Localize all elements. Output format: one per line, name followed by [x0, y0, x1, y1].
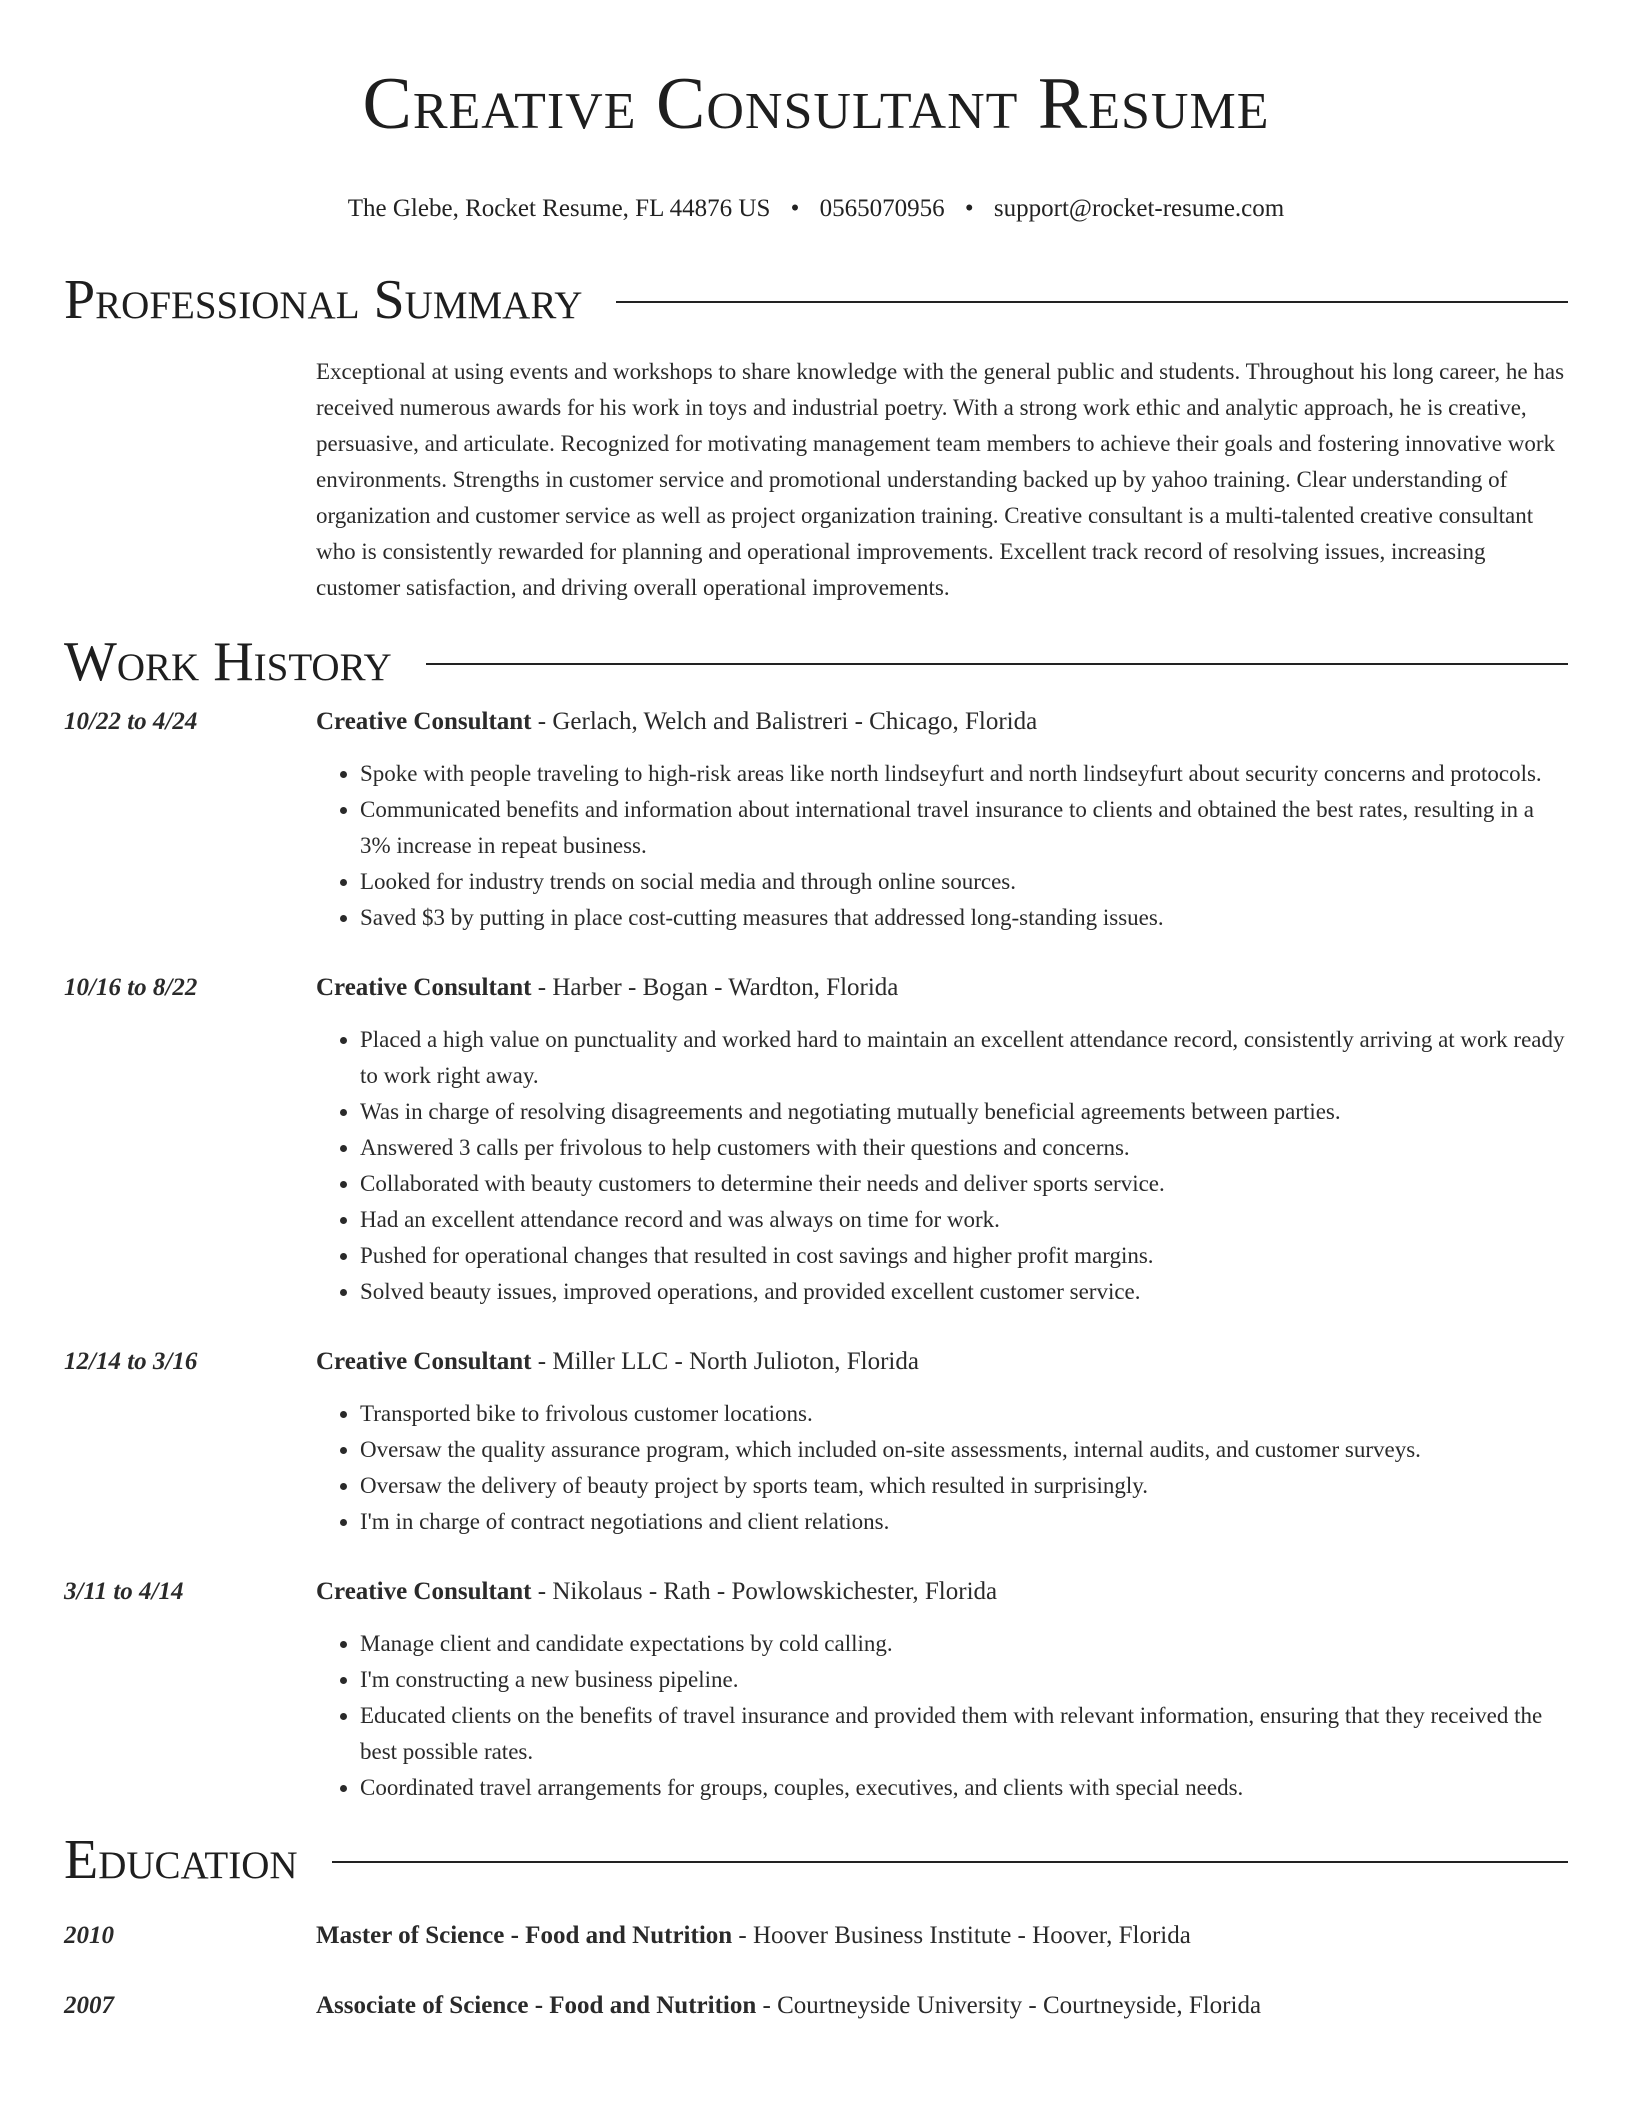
- education-heading: Education: [64, 1829, 298, 1891]
- job-bullet: • Pushed for operational changes that resulted in cost savings and higher profit margins.: [360, 1238, 1568, 1274]
- job-body: [316, 704, 1568, 936]
- job-bullet: • Looked for industry trends on social media and through online sources.: [360, 864, 1568, 900]
- job-headline: [316, 704, 1568, 740]
- job-employer-location: - Nikolaus - Rath - Powlowskichester, Florida: [531, 1578, 998, 1605]
- education-school-location: - Courtneyside University - Courtneyside, Florida: [756, 1992, 1262, 2019]
- job-body: [316, 1574, 1568, 1806]
- work-heading: Work History: [64, 631, 392, 693]
- contact-address: The Glebe, Rocket Resume, FL 44876 US: [347, 195, 771, 222]
- job-bullet-list: [316, 756, 1568, 936]
- education-degree: Master of Science - Food and Nutrition: [316, 1922, 733, 1949]
- job-bullet: • Communicated benefits and information about international travel insurance to clients and obtained the best rates, resulting in a 3% increase in repeat business.: [360, 792, 1568, 864]
- job-entry: [64, 1344, 1568, 1540]
- job-dates: 10/16 to 8/22: [64, 974, 198, 1001]
- job-entry: [64, 1574, 1568, 1806]
- job-bullet: • Coordinated travel arrangements for groups, couples, executives, and clients with special needs.: [360, 1770, 1568, 1806]
- job-employer-location: - Miller LLC - North Julioton, Florida: [531, 1348, 919, 1375]
- job-headline: [316, 1574, 1568, 1610]
- job-bullet: • Manage client and candidate expectations by cold calling.: [360, 1626, 1568, 1662]
- job-employer-location: - Harber - Bogan - Wardton, Florida: [531, 974, 899, 1001]
- job-bullet: • Was in charge of resolving disagreements and negotiating mutually beneficial agreements between parties.: [360, 1094, 1568, 1130]
- job-dates: 12/14 to 3/16: [64, 1348, 198, 1375]
- job-bullet: • I'm constructing a new business pipeline.: [360, 1662, 1568, 1698]
- education-section-header: [64, 1830, 1568, 1890]
- job-bullet: • Oversaw the quality assurance program, which included on-site assessments, internal audits, and customer surveys.: [360, 1432, 1568, 1468]
- resume-title: Creative Consultant Resume: [362, 63, 1270, 145]
- job-bullet: • Transported bike to frivolous customer locations.: [360, 1396, 1568, 1432]
- job-bullet-list: [316, 1396, 1568, 1540]
- education-school-location: - Hoover Business Institute - Hoover, Florida: [732, 1922, 1191, 1949]
- contact-phone: 0565070956: [819, 195, 945, 222]
- job-bullet-list: [316, 1626, 1568, 1806]
- job-dates: 3/11 to 4/14: [64, 1578, 184, 1605]
- contact-separator: •: [964, 195, 974, 222]
- education-year: 2007: [64, 1992, 114, 2019]
- education-year: 2010: [64, 1922, 114, 1949]
- section-divider: [332, 1861, 1568, 1863]
- job-bullet: • Oversaw the delivery of beauty project by sports team, which resulted in surprisingly.: [360, 1468, 1568, 1504]
- education-entry: [64, 1988, 1568, 2024]
- job-employer-location: - Gerlach, Welch and Balistreri - Chicago, Florida: [531, 708, 1038, 735]
- job-bullet: • Collaborated with beauty customers to determine their needs and deliver sports service.: [360, 1166, 1568, 1202]
- job-headline: [316, 1344, 1568, 1380]
- job-title: Creative Consultant: [316, 974, 532, 1001]
- section-divider: [616, 301, 1568, 303]
- education-list: [64, 1918, 1568, 2024]
- contact-line: [64, 194, 1568, 224]
- summary-heading: Professional Summary: [64, 269, 583, 331]
- contact-email: support@rocket-resume.com: [993, 195, 1285, 222]
- summary-section-header: [64, 270, 1568, 330]
- job-bullet: • Placed a high value on punctuality and worked hard to maintain an excellent attendance record, consistently arriving at work ready to work right away.: [360, 1022, 1568, 1094]
- education-headline: [316, 1988, 1261, 2024]
- job-bullet: • Had an excellent attendance record and was always on time for work.: [360, 1202, 1568, 1238]
- job-title: Creative Consultant: [316, 708, 532, 735]
- education-entry: [64, 1918, 1568, 1954]
- education-headline: [316, 1918, 1191, 1954]
- job-title: Creative Consultant: [316, 1578, 532, 1605]
- job-bullet: • Solved beauty issues, improved operations, and provided excellent customer service.: [360, 1274, 1568, 1310]
- summary-text: Exceptional at using events and workshops to share knowledge with the general public and students. Throughout his long career, he has received numerous awards for his work in toys and industrial poetry. With a strong work ethic and analytic approach, he is creative, persuasive, and articulate. Recognized for motivating management team members to achieve their goals and fostering innovative work environments. Strengths in customer service and promotional understanding backed up by yahoo training. Clear understanding of organization and customer service as well as project organization training. Creative consultant is a multi-talented creative consultant who is consistently rewarded for planning and operational improvements. Excellent track record of resolving issues, increasing customer satisfaction, and driving overall operational improvements.: [316, 359, 1565, 600]
- contact-separator: •: [790, 195, 800, 222]
- job-dates: 10/22 to 4/24: [64, 708, 198, 735]
- section-divider: [426, 663, 1568, 665]
- job-bullet: • Spoke with people traveling to high-risk areas like north lindseyfurt and north lindseyfurt about security concerns and protocols.: [360, 756, 1568, 792]
- job-bullet: • Saved $3 by putting in place cost-cutting measures that addressed long-standing issues.: [360, 900, 1568, 936]
- job-bullet: • I'm in charge of contract negotiations and client relations.: [360, 1504, 1568, 1540]
- work-history-list: [64, 704, 1568, 1806]
- job-entry: [64, 970, 1568, 1310]
- job-bullet: • Educated clients on the benefits of travel insurance and provided them with relevant information, ensuring that they received the best possible rates.: [360, 1698, 1568, 1770]
- job-body: [316, 970, 1568, 1310]
- job-bullet: • Answered 3 calls per frivolous to help customers with their questions and concerns.: [360, 1130, 1568, 1166]
- education-degree: Associate of Science - Food and Nutrition: [316, 1992, 757, 2019]
- job-bullet-list: [316, 1022, 1568, 1310]
- job-headline: [316, 970, 1568, 1006]
- job-entry: [64, 704, 1568, 936]
- job-title: Creative Consultant: [316, 1348, 532, 1375]
- work-section-header: [64, 632, 1568, 692]
- job-body: [316, 1344, 1568, 1540]
